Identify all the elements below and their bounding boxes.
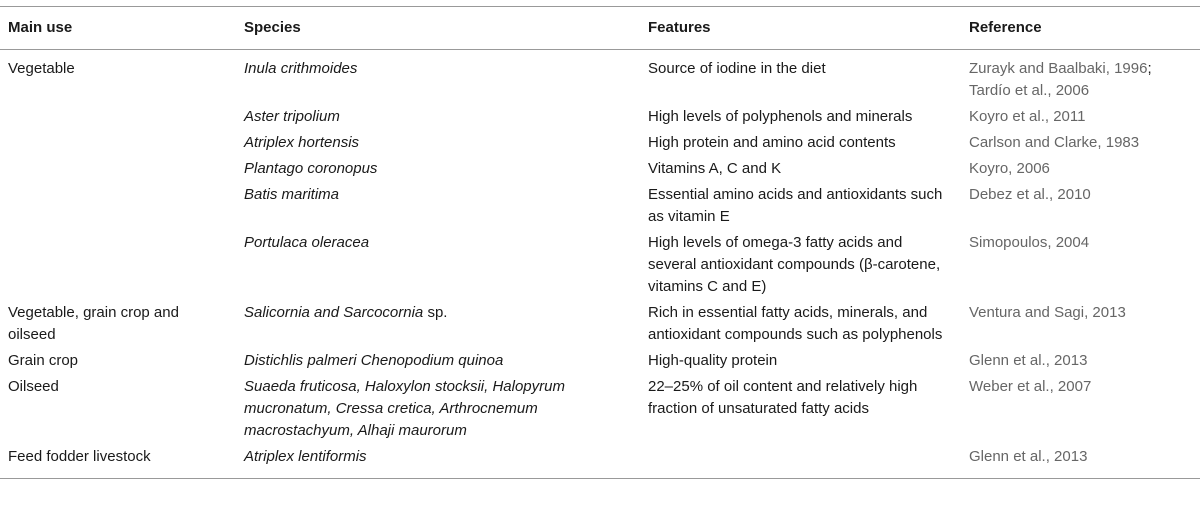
species-suffix: sp. [423, 304, 448, 321]
reference-link[interactable]: Ventura and Sagi, 2013 [969, 304, 1126, 321]
main-use-cell: Oilseed [8, 378, 59, 395]
table-row [0, 376, 1200, 446]
features-cell: Vitamins A, C and K [648, 160, 782, 177]
reference-link[interactable]: Zurayk and Baalbaki, 1996 [969, 60, 1148, 77]
features-cell: High-quality protein [648, 352, 778, 369]
reference-link[interactable]: Glenn et al., 2013 [969, 352, 1088, 369]
main-use-cell: Grain crop [8, 352, 79, 369]
features-cell: Source of iodine in the diet [648, 60, 826, 77]
main-use-cell [0, 184, 236, 232]
main-use-cell [0, 132, 236, 158]
reference-link[interactable]: Koyro et al., 2011 [969, 108, 1086, 125]
table-row [0, 106, 1200, 132]
reference-link[interactable]: Weber et al., 2007 [969, 378, 1092, 395]
features-cell: High levels of omega-3 fatty acids and several antioxidant compounds (β-carotene, vitamins C and E) [648, 234, 941, 295]
table-row [0, 302, 1200, 350]
species-cell: Suaeda fruticosa, Haloxylon stocksii, Halopyrum mucronatum, Cressa cretica, Arthrocnemum macrostachyum, Alhaji maurorum [244, 378, 565, 439]
reference-cell [961, 50, 1200, 107]
main-use-cell [0, 106, 236, 132]
header-row [0, 7, 1200, 50]
species-name: Salicornia and Sarcocornia [244, 304, 424, 321]
reference-link[interactable]: Tardío et al., 2006 [969, 82, 1090, 99]
reference-link[interactable]: Koyro, 2006 [969, 160, 1050, 177]
table-row [0, 132, 1200, 158]
species-cell: Inula crithmoides [244, 60, 358, 77]
features-cell: 22–25% of oil content and relatively high fraction of unsaturated fatty acids [648, 378, 918, 417]
header-main-use: Main use [8, 19, 73, 36]
halophyte-uses-table [0, 6, 1200, 479]
species-cell [236, 302, 640, 350]
header-features: Features [648, 19, 711, 36]
features-cell: Rich in essential fatty acids, minerals, and antioxidant compounds such as polyphenols [648, 304, 943, 343]
table-row [0, 158, 1200, 184]
reference-link[interactable]: Carlson and Clarke, 1983 [969, 134, 1140, 151]
main-use-cell [0, 232, 236, 302]
reference-link[interactable]: Glenn et al., 2013 [969, 448, 1088, 465]
features-cell: High levels of polyphenols and minerals [648, 108, 913, 125]
header-species: Species [244, 19, 301, 36]
main-use-cell: Feed fodder livestock [8, 448, 151, 465]
table-row [0, 350, 1200, 376]
data-table [0, 6, 1200, 479]
main-use-cell: Vegetable, grain crop and oilseed [8, 304, 179, 343]
species-cell: Portulaca oleracea [244, 234, 370, 251]
reference-link[interactable]: Debez et al., 2010 [969, 186, 1091, 203]
main-use-cell [0, 158, 236, 184]
species-cell: Plantago coronopus [244, 160, 378, 177]
features-cell [640, 446, 961, 479]
reference-link[interactable]: Simopoulos, 2004 [969, 234, 1090, 251]
features-cell: High protein and amino acid contents [648, 134, 896, 151]
main-use-cell: Vegetable [8, 60, 75, 77]
species-cell: Atriplex lentiformis [244, 448, 367, 465]
header-reference: Reference [969, 19, 1042, 36]
species-cell: Atriplex hortensis [244, 134, 360, 151]
table-body [0, 50, 1200, 479]
species-cell: Batis maritima [244, 186, 340, 203]
species-cell: Aster tripolium [244, 108, 340, 125]
table-row [0, 446, 1200, 479]
features-cell: Essential amino acids and antioxidants such as vitamin E [648, 186, 943, 225]
table-row [0, 50, 1200, 107]
table-header [0, 7, 1200, 50]
species-cell: Distichlis palmeri Chenopodium quinoa [244, 352, 504, 369]
reference-separator: ; [1147, 60, 1152, 77]
table-row [0, 184, 1200, 232]
table-row [0, 232, 1200, 302]
